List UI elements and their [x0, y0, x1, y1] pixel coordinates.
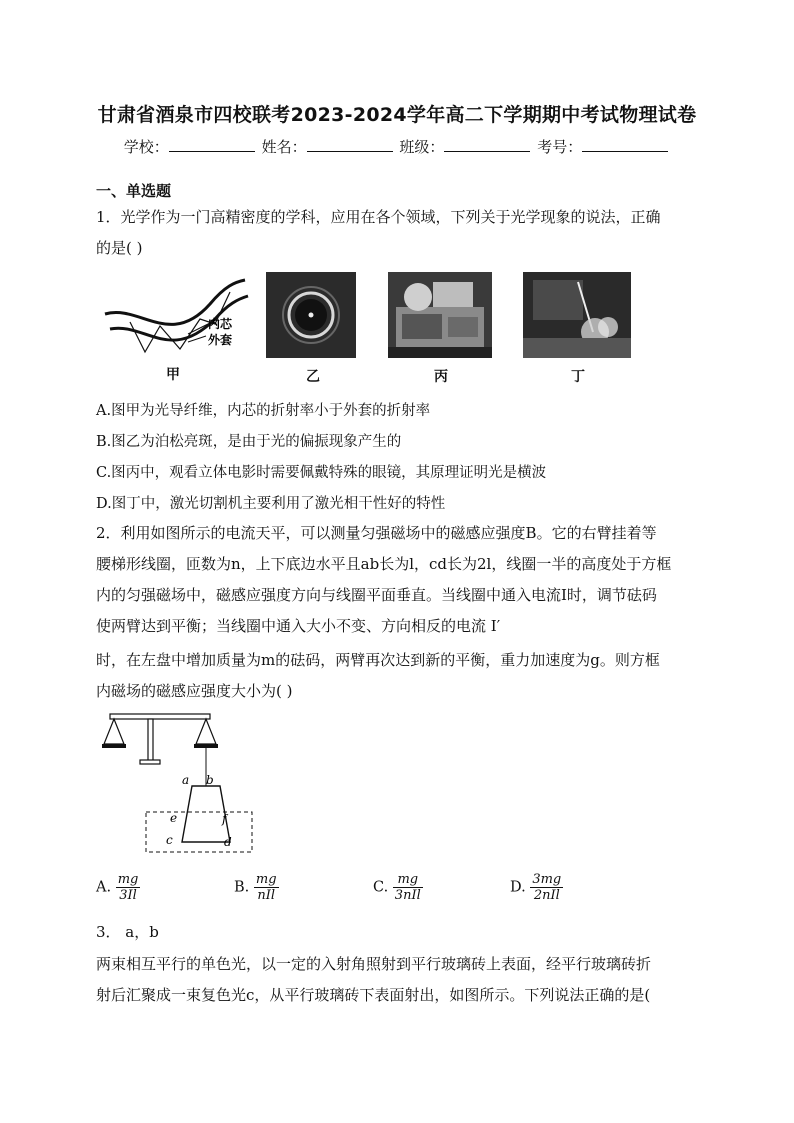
label-b: b	[206, 773, 214, 787]
caption-bing: 丙	[434, 369, 448, 385]
q2-option-d-denominator: 2nIl	[533, 888, 560, 903]
q2-option-c-fraction	[393, 872, 423, 903]
optical-fiber-figure	[100, 274, 250, 364]
caption-ding: 丁	[571, 369, 585, 385]
current-balance-figure	[96, 710, 266, 860]
caption-jia: 甲	[166, 367, 180, 383]
class-blank	[444, 137, 530, 152]
q2-option-c	[373, 872, 423, 903]
label-d: d	[224, 835, 232, 849]
outer-cladding-label: 外套	[208, 333, 233, 347]
q1-stem-line2: 的是( )	[96, 239, 143, 257]
section-heading: 一、单选题	[96, 182, 172, 200]
q2-option-c-numerator: mg	[393, 872, 423, 888]
student-info-fields	[0, 136, 794, 157]
q3-stem-line1: 3． a，b	[96, 923, 159, 941]
q2-option-d	[510, 872, 563, 903]
page-title: 甘肃省酒泉市四校联考2023-2024学年高二下学期期中考试物理试卷	[97, 104, 697, 126]
q3-stem-line2: 两束相互平行的单色光，以一定的入射角照射到平行玻璃砖上表面，经平行玻璃砖折	[96, 955, 652, 973]
name-label: 姓名：	[261, 138, 307, 156]
class-label: 班级：	[399, 138, 445, 156]
q2-option-c-denominator: 3nIl	[394, 888, 421, 903]
inner-core-label: 内芯	[208, 317, 233, 331]
label-f: f	[222, 812, 227, 826]
q2-stem-line3: 内的匀强磁场中，磁感应强度方向与线圈平面垂直。当线圈中通入电流I时，调节砝码	[96, 586, 657, 604]
q2-stem-line2: 腰梯形线圈，匝数为n，上下底边水平且ab长为l，cd长为2l，线圈一半的高度处于方框	[96, 555, 672, 573]
q2-option-b-numerator: mg	[255, 872, 277, 887]
exam-number-label: 考号：	[537, 138, 583, 156]
q2-option-a-denominator: 3Il	[119, 888, 137, 903]
q2-stem-line1: 2．利用如图所示的电流天平，可以测量匀强磁场中的磁感应强度B。它的右臂挂着等	[96, 524, 657, 542]
q2-option-d-fraction	[530, 872, 563, 903]
q2-stem-line6: 内磁场的磁感应强度大小为( )	[96, 682, 293, 700]
q2-option-a-prefix: A.	[96, 879, 112, 896]
exam-number-blank	[582, 137, 668, 152]
q2-option-d-prefix: D.	[510, 879, 526, 896]
q2-option-b-prefix: B.	[234, 879, 250, 896]
school-label: 学校：	[123, 138, 169, 156]
q2-option-a	[96, 872, 140, 903]
q2-option-c-prefix: C.	[373, 879, 389, 896]
q2-option-a-fraction	[116, 872, 141, 903]
name-blank	[307, 137, 393, 152]
q1-option-c: C.图丙中，观看立体电影时需要佩戴特殊的眼镜，其原理证明光是横波	[96, 465, 547, 481]
school-blank	[169, 137, 255, 152]
q1-option-b: B.图乙为泊松亮斑，是由于光的偏振现象产生的	[96, 434, 402, 450]
q1-option-d: D.图丁中，激光切割机主要利用了激光相干性好的特性	[96, 496, 446, 512]
label-a: a	[182, 773, 190, 787]
q2-stem-line4: 使两臂达到平衡；当线圈中通入大小不变、方向相反的电流 I′	[96, 617, 501, 635]
q1-stem-line1: 1．光学作为一门高精密度的学科，应用在各个领域，下列关于光学现象的说法，正确	[96, 208, 661, 226]
label-e: e	[170, 811, 178, 825]
q2-option-a-numerator: mg	[117, 872, 139, 887]
label-c: c	[166, 833, 173, 847]
q2-option-d-numerator: 3mg	[532, 872, 562, 887]
q2-option-b-denominator: nIl	[257, 888, 276, 903]
q2-stem-line5: 时，在左盘中增加质量为m的砝码，两臂再次达到新的平衡，重力加速度为g。则方框	[96, 651, 660, 669]
caption-yi: 乙	[306, 369, 320, 385]
laser-cutter-image	[523, 272, 631, 358]
q2-option-b	[234, 872, 279, 903]
poisson-spot-image	[266, 272, 356, 358]
q3-stem-line3: 射后汇聚成一束复色光c，从平行玻璃砖下表面射出，如图所示。下列说法正确的是(	[96, 986, 651, 1004]
q2-option-b-fraction	[254, 872, 279, 903]
q1-option-a: A.图甲为光导纤维，内芯的折射率小于外套的折射率	[96, 403, 431, 419]
3d-movie-image	[388, 272, 492, 358]
